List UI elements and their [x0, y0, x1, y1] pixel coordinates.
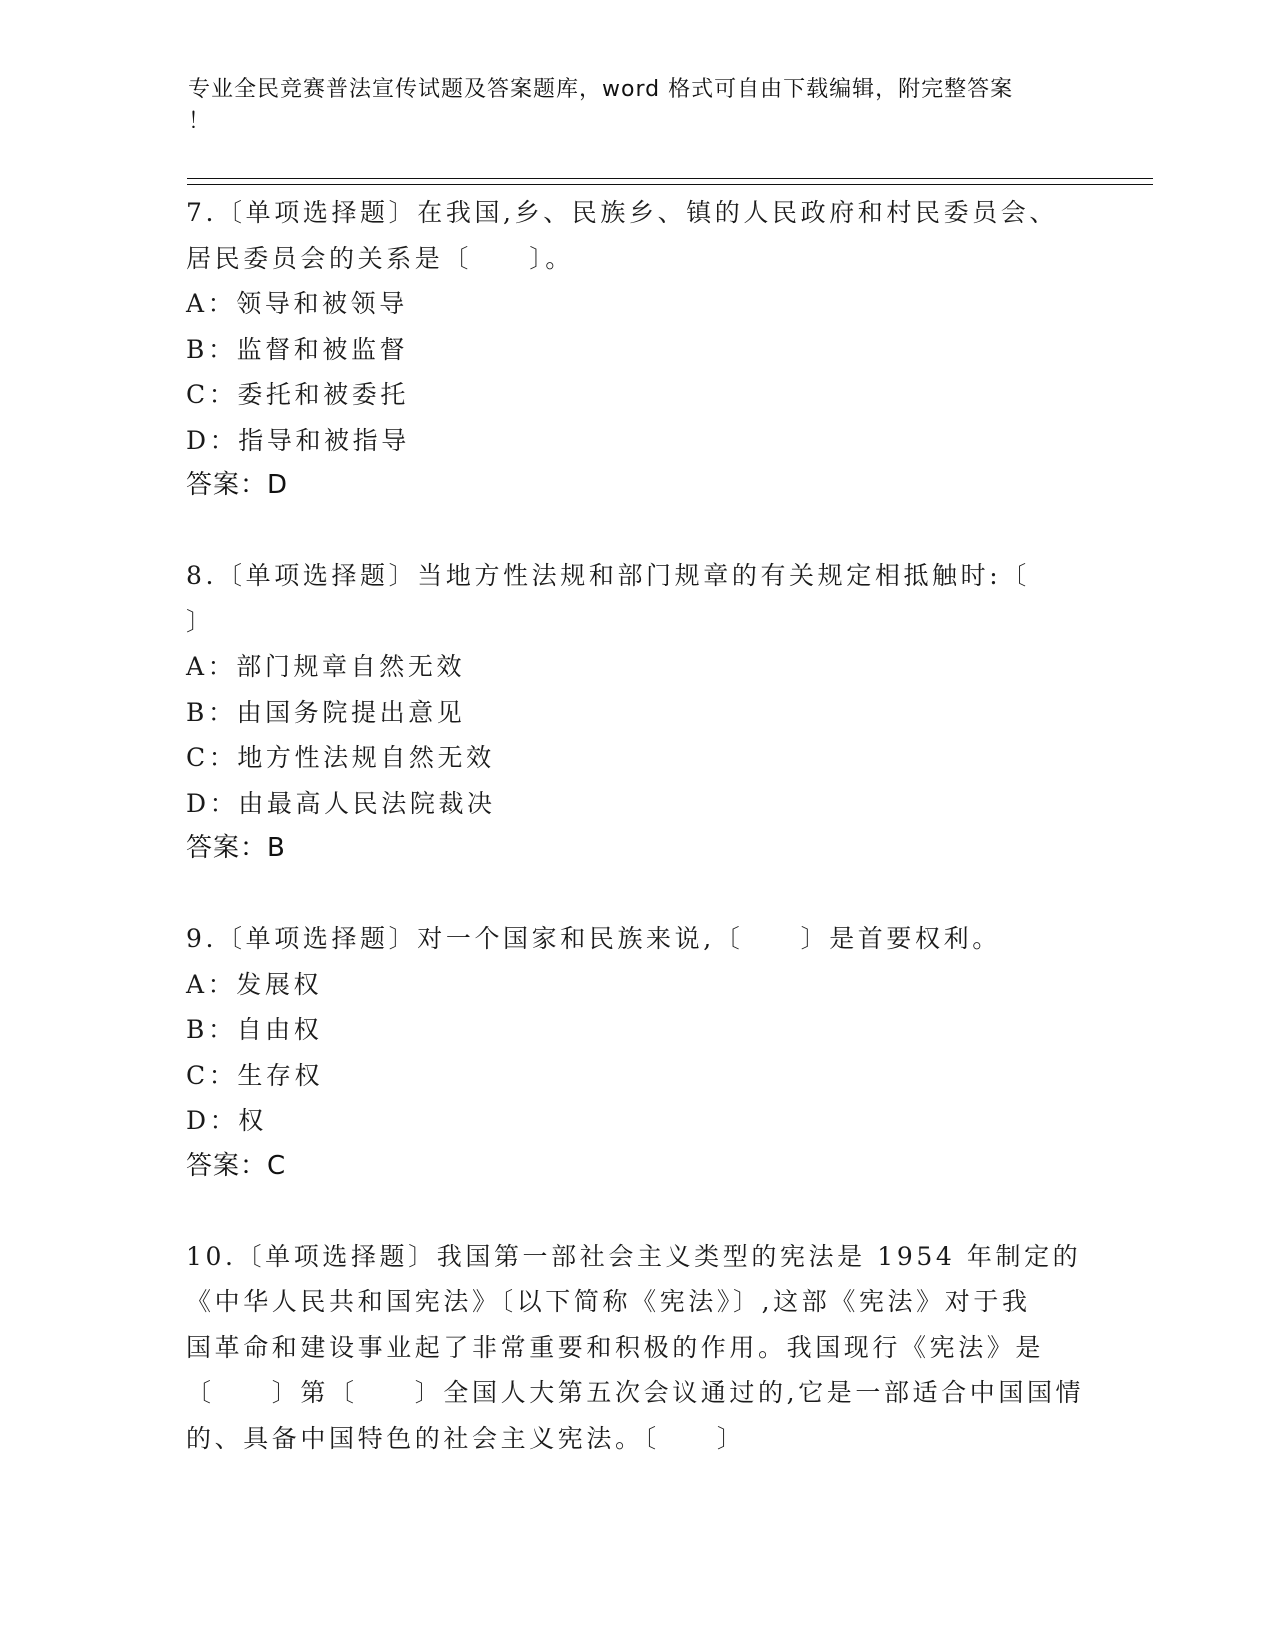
question-10	[186, 1234, 1086, 1462]
question-text: 7.〔单项选择题〕在我国,乡、民族乡、镇的人民政府和村民委员会、	[186, 198, 1059, 227]
question-text: 9.〔单项选择题〕对一个国家和民族来说,〔 〕是首要权利。	[186, 924, 1001, 953]
option-a: A：部门规章自然无效	[186, 652, 466, 681]
option-c: C：生存权	[186, 1060, 324, 1090]
question-text: 的、具备中国特色的社会主义宪法。〔 〕	[186, 1423, 746, 1453]
spacer	[186, 1189, 1086, 1234]
question-text: 《中华人民共和国宪法》〔以下简称《宪法》〕,这部《宪法》对于我	[186, 1287, 1031, 1316]
answer: 答案：B	[186, 833, 286, 863]
question-8	[186, 553, 1086, 871]
option-c: C：地方性法规自然无效	[186, 743, 495, 772]
spacer	[186, 508, 1086, 553]
question-text: 〔 〕第〔 〕全国人大第五次会议通过的,它是一部适合中国国情	[186, 1378, 1085, 1407]
header-divider	[187, 178, 1153, 185]
option-b: B：监督和被监督	[186, 334, 409, 364]
option-a: A：领导和被领导	[186, 289, 408, 318]
option-a: A：发展权	[186, 969, 323, 999]
question-text: 8.〔单项选择题〕当地方性法规和部门规章的有关规定相抵触时:〔	[186, 561, 1030, 590]
document-header	[188, 74, 1068, 138]
header-line-2: ！	[188, 109, 212, 134]
question-list	[186, 190, 1086, 1461]
answer: 答案：C	[186, 1150, 287, 1181]
option-d: D：权	[186, 1106, 267, 1135]
option-b: B：由国务院提出意见	[186, 697, 466, 727]
spacer	[186, 871, 1086, 916]
question-9	[186, 916, 1086, 1189]
question-text: 国革命和建设事业起了非常重要和积极的作用。我国现行《宪法》是	[186, 1332, 1045, 1362]
option-d: D：指导和被指导	[186, 425, 410, 455]
answer: 答案：D	[186, 470, 289, 500]
question-text: 〕	[186, 606, 215, 636]
header-line-1: 专业全民竞赛普法宣传试题及答案题库，word 格式可自由下载编辑，附完整答案	[188, 77, 1014, 102]
option-c: C：委托和被委托	[186, 380, 409, 409]
question-text: 居民委员会的关系是〔 〕。	[186, 243, 574, 273]
option-b: B：自由权	[186, 1015, 323, 1044]
option-d: D：由最高人民法院裁决	[186, 788, 496, 818]
question-text: 10.〔单项选择题〕我国第一部社会主义类型的宪法是 1954 年制定的	[186, 1241, 1082, 1271]
question-7	[186, 190, 1086, 508]
